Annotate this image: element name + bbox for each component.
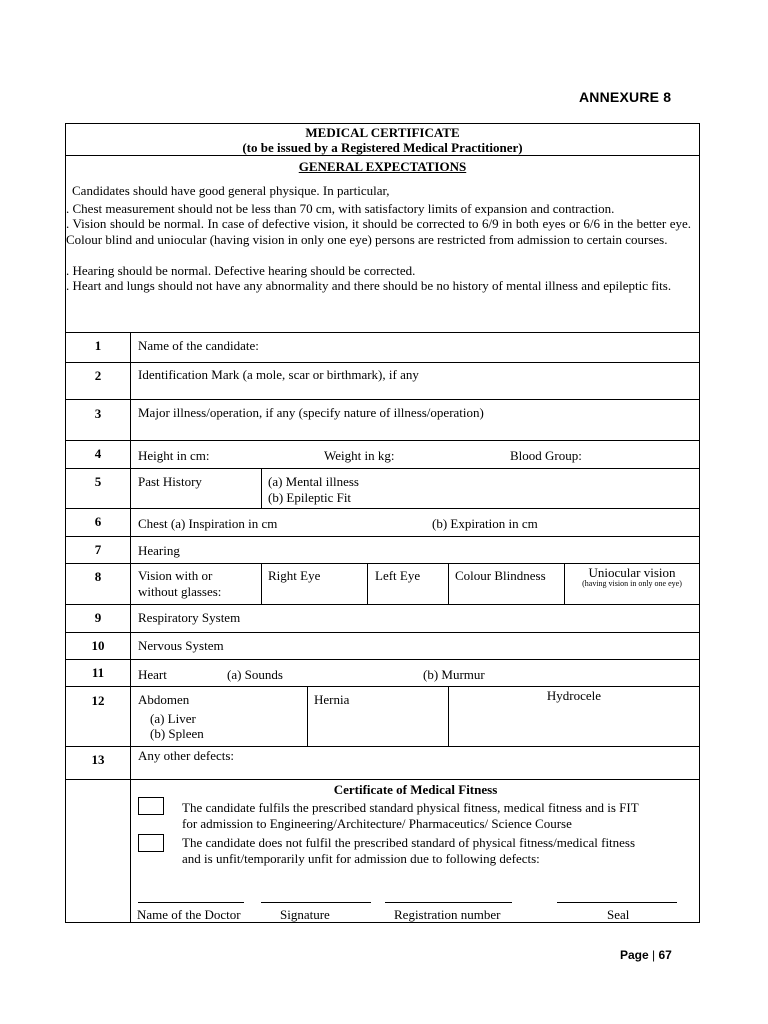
hydrocele-label: Hydrocele — [546, 688, 602, 703]
hernia-label: Hernia — [314, 692, 350, 707]
right-eye-label: Right Eye — [268, 568, 321, 583]
certificate-title: MEDICAL CERTIFICATE — [305, 125, 460, 140]
uniocular-vision-note: (having vision in only one eye) — [582, 579, 682, 588]
unfit-statement-2: and is unfit/temporarily unfit for admission due to following defects: — [182, 851, 540, 866]
page-footer — [620, 948, 672, 962]
heart-murmur-label: (b) Murmur — [423, 667, 485, 682]
row-number: 13 — [91, 752, 105, 767]
row-number: 9 — [94, 610, 102, 625]
doctor-name-line[interactable] — [138, 902, 244, 903]
page-label: Page — [620, 948, 649, 962]
heart-sounds-label: (a) Sounds — [227, 667, 283, 682]
other-defects-label: Any other defects: — [138, 748, 235, 763]
general-item-hearing: . Hearing should be normal. Defective hearing should be corrected. — [66, 263, 416, 278]
seal-label: Seal — [607, 907, 630, 922]
weight-label: Weight in kg: — [324, 448, 395, 463]
identification-mark-label: Identification Mark (a mole, scar or birthmark), if any — [138, 367, 419, 382]
signature-label: Signature — [280, 907, 330, 922]
fitness-heading: Certificate of Medical Fitness — [333, 782, 498, 797]
unfit-checkbox[interactable] — [138, 834, 164, 852]
epileptic-fit-label: (b) Epileptic Fit — [268, 490, 352, 505]
page-number: 67 — [658, 948, 672, 962]
row-number: 1 — [94, 338, 102, 353]
general-intro: Candidates should have good general physique. In particular, — [72, 183, 390, 198]
row-number: 11 — [91, 665, 105, 680]
annexure-label: ANNEXURE 8 — [579, 89, 672, 105]
row-number: 10 — [91, 638, 105, 653]
abdomen-label: Abdomen — [138, 692, 190, 707]
chest-expiration-label: (b) Expiration in cm — [432, 516, 538, 531]
general-item-chest: . Chest measurement should not be less than 70 cm, with satisfactory limits of expansion and contraction. — [66, 201, 615, 216]
certificate-subtitle: (to be issued by a Registered Medical Practitioner) — [242, 140, 523, 155]
row-number: 4 — [94, 446, 102, 461]
respiratory-system-label: Respiratory System — [138, 610, 241, 625]
heart-label: Heart — [138, 667, 167, 682]
signature-line[interactable] — [261, 902, 371, 903]
past-history-label: Past History — [138, 474, 202, 489]
row-number: 12 — [91, 693, 105, 708]
general-item-heart: . Heart and lungs should not have any abnormality and there should be no history of mental illness and epileptic fits. — [66, 278, 672, 293]
doctor-name-label: Name of the Doctor — [137, 907, 241, 922]
vision-label-2: without glasses: — [138, 584, 222, 599]
general-heading: GENERAL EXPECTATIONS — [298, 159, 467, 174]
spleen-label: (b) Spleen — [150, 726, 204, 741]
blood-group-label: Blood Group: — [510, 448, 582, 463]
row-number: 3 — [94, 406, 102, 421]
fit-checkbox[interactable] — [138, 797, 164, 815]
unfit-statement: The candidate does not fulfil the prescribed standard of physical fitness/medical fitness — [182, 835, 636, 850]
fit-statement-2: for admission to Engineering/Architecture/ Pharmaceutics/ Science Course — [182, 816, 572, 831]
row-number: 7 — [94, 542, 102, 557]
general-item-vision: . Vision should be normal. In case of defective vision, it should be corrected to 6/9 in both eyes or 6/6 in the better eye. Colour blind and uniocular (having vision in only one eye) persons are restricted from admission to certain courses. — [66, 216, 691, 247]
colour-blindness-label: Colour Blindness — [455, 568, 546, 583]
left-eye-label: Left Eye — [375, 568, 421, 583]
row-number: 2 — [94, 368, 102, 383]
fit-statement: The candidate fulfils the prescribed standard physical fitness, medical fitness and is FIT — [182, 800, 639, 815]
mental-illness-label: (a) Mental illness — [268, 474, 359, 489]
row-number: 8 — [94, 569, 102, 584]
nervous-system-label: Nervous System — [138, 638, 224, 653]
chest-inspiration-label: Chest (a) Inspiration in cm — [138, 516, 278, 531]
row-number: 6 — [94, 514, 102, 529]
registration-line[interactable] — [385, 902, 512, 903]
page-separator: | — [652, 948, 656, 962]
row-number: 5 — [94, 474, 102, 489]
candidate-name-label: Name of the candidate: — [138, 338, 259, 353]
uniocular-vision-label: Uniocular vision — [588, 565, 676, 580]
major-illness-label: Major illness/operation, if any (specify nature of illness/operation) — [138, 405, 484, 420]
liver-label: (a) Liver — [150, 711, 196, 726]
seal-line[interactable] — [557, 902, 677, 903]
registration-number-label: Registration number — [394, 907, 501, 922]
height-label: Height in cm: — [138, 448, 210, 463]
hearing-label: Hearing — [138, 543, 180, 558]
vision-label: Vision with or — [138, 568, 213, 583]
